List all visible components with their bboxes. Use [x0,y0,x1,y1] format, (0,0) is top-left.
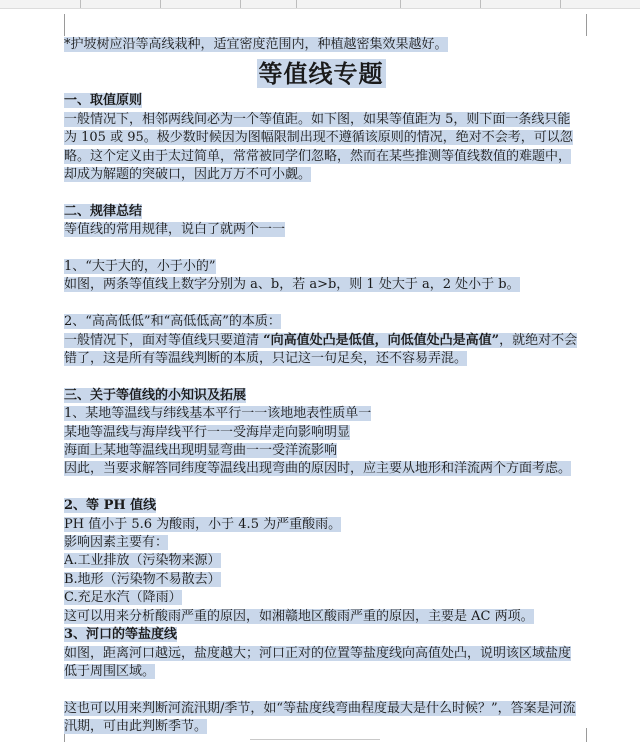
rule-title: 2、“高高低低”和“高低低高”的本质： [64,314,281,330]
paragraph: 如图，距离河口越远，盐度越大；河口正对的位置等盐度线向高值处凸，说明该区域盐度低于周围区域。 [64,645,572,679]
page-footer-line [250,739,380,740]
list-item: B.地形（污染物不易散去） [64,571,221,587]
note-line: *护坡树应沿等高线栽种，适宜密度范围内，种植越密集效果越好。 [64,37,448,52]
paragraph: 因此，当要求解答同纬度等温线出现弯曲的原因时，应主要从地形和洋流两个方面考虑。 [64,461,572,477]
paragraph: 等值线的常用规律，说白了就两个一一 [64,222,286,238]
paragraph: 这也可以用来判断河流汛期/季节，如“等盐度线弯曲程度最大是什么时候？”，答案是河流汛期，可由此判断季节。 [64,700,576,735]
page-margin-marker [576,14,587,36]
paragraph: 如图，两条等值线上数字分别为 a、b，若 a>b，则 1 处大于 a，2 处小于 b。 [64,277,520,293]
page-margin-marker [64,14,75,36]
section-heading: 三、关于等值线的小知识及拓展 [64,387,247,403]
section-heading: 一、取值原则 [64,93,143,109]
paragraph: 一般情况下，面对等值线只要道清 “向高值处凸是低值，向低值处凸是高值”，就绝对不会错了，这是所有等温线判断的本质，只记这一句足矣，还不容易弄混。 [64,332,578,367]
top-ruler [0,0,640,9]
section-heading: 2、等 PH 值线 [64,498,157,514]
paragraph: 影响因素主要有： [64,535,169,551]
paragraph: 一般情况下，相邻两线间必为一个等值距。如下图，如果等值距为 5，则下面一条线只能为 105 或 95。极少数时候因为图幅限制出现不遵循该原则的情况，绝对不会考，可以忽略。这个定义由于太过简单，常常被同学们忽略，然而在某些推测等值线数值的难题中，却成为解题的突破口，因此万万不可小觑。 [64,111,573,183]
paragraph: PH 值小于 5.6 为酸雨，小于 4.5 为严重酸雨。 [64,516,342,532]
paragraph: 某地等温线与海岸线平行一一受海岸走向影响明显 [64,424,351,440]
emphasis-text: “向高值处凸是低值，向低值处凸是高值” [263,332,500,348]
document-body[interactable] [64,36,578,737]
page-title: 等值线专题 [258,59,384,89]
rule-title: 1、“大于大的，小于小的” [64,259,216,275]
section-heading: 3、河口的等盐度线 [64,627,178,643]
paragraph: 1、某地等温线与纬线基本平行一一该地地表性质单一 [64,406,372,422]
paragraph: 这可以用来分析酸雨严重的原因，如湘赣地区酸雨严重的原因，主要是 AC 两项。 [64,608,534,624]
list-item: C.充足水汽（降雨） [64,590,182,606]
section-heading: 二、规律总结 [64,203,143,219]
list-item: A.工业排放（污染物来源） [64,553,221,569]
paragraph: 海面上某地等温线出现明显弯曲一一受洋流影响 [64,443,338,459]
